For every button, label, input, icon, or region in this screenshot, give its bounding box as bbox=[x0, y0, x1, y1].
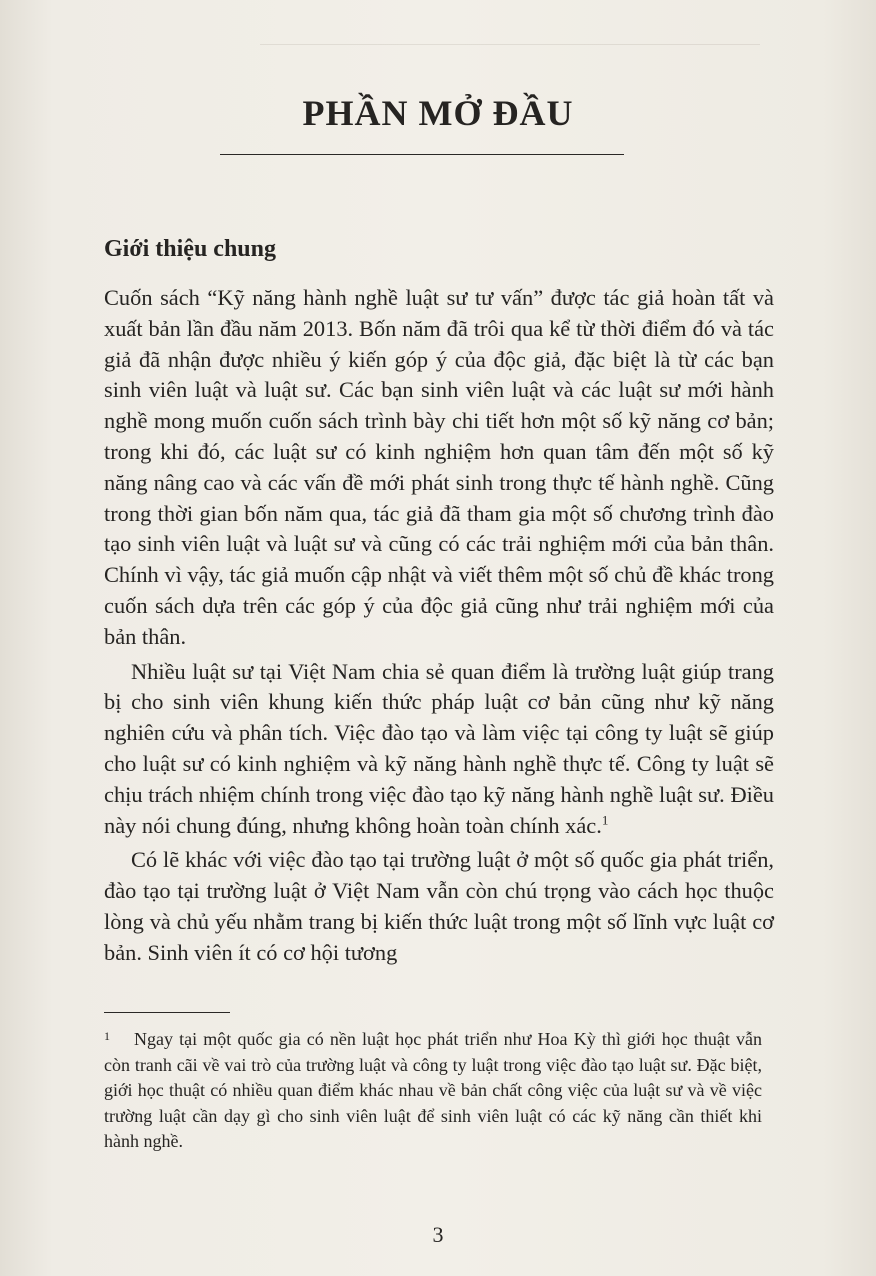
footnote-separator bbox=[104, 1012, 230, 1013]
paragraph-2 bbox=[104, 657, 774, 842]
running-header-bleed bbox=[260, 30, 760, 45]
section-heading: Giới thiệu chung bbox=[104, 236, 276, 262]
footnote-text: Ngay tại một quốc gia có nền luật học phát triển như Hoa Kỳ thì giới học thuật vẫn còn tranh cãi về vai trò của trường luật và công ty luật trong việc đào tạo luật sư. Đặc biệt, giới học thuật có nhiều quan điểm khác nhau về bản chất công việc của luật sư và về việc trường luật cần dạy gì cho sinh viên luật để sinh viên luật có các kỹ năng cần thiết khi hành nghề. bbox=[104, 1029, 762, 1151]
footnote-reference[interactable]: 1 bbox=[601, 812, 609, 828]
chapter-title: PHẦN MỞ ĐẦU bbox=[302, 93, 574, 133]
page-number: 3 bbox=[432, 1222, 444, 1247]
paragraph-1: Cuốn sách “Kỹ năng hành nghề luật sư tư vấn” được tác giả hoàn tất và xuất bản lần đầu năm 2013. Bốn năm đã trôi qua kể từ thời điểm đó và tác giả đã nhận được nhiều ý kiến góp ý của độc giả, đặc biệt là từ các bạn sinh viên luật và luật sư. Các bạn sinh viên luật và các luật sư mới hành nghề mong muốn cuốn sách trình bày chi tiết hơn một số kỹ năng cơ bản; trong khi đó, các luật sư có kinh nghiệm hơn quan tâm đến một số kỹ năng nâng cao và các vấn đề mới phát sinh trong thực tế hành nghề. Cũng trong thời gian bốn năm qua, tác giả đã tham gia một số chương trình đào tạo sinh viên luật và luật sư và cũng có các trải nghiệm mới của bản thân. Chính vì vậy, tác giả muốn cập nhật và viết thêm một số chủ đề khác trong cuốn sách dựa trên các góp ý của độc giả cũng như trải nghiệm mới của bản thân. bbox=[104, 285, 774, 649]
paragraph-2-text: Nhiều luật sư tại Việt Nam chia sẻ quan điểm là trường luật giúp trang bị cho sinh viên khung kiến thức pháp luật cơ bản cũng như kỹ năng nghiên cứu và phân tích. Việc đào tạo và làm việc tại công ty luật sẽ giúp cho luật sư có kinh nghiệm và kỹ năng hành nghề thực tế. Công ty luật sẽ chịu trách nhiệm chính trong việc đào tạo kỹ năng hành nghề luật sư. Điều này nói chung đúng, nhưng không hoàn toàn chính xác. bbox=[104, 658, 774, 838]
footnote bbox=[104, 1024, 762, 1155]
body-text bbox=[104, 283, 774, 969]
footnote-number: 1 bbox=[104, 1029, 110, 1043]
paragraph-3: Có lẽ khác với việc đào tạo tại trường luật ở một số quốc gia phát triển, đào tạo tại trường luật ở Việt Nam vẫn còn chú trọng vào cách học thuộc lòng và chủ yếu nhằm trang bị kiến thức luật trong một số lĩnh vực luật cơ bản. Sinh viên ít có cơ hội tương bbox=[104, 847, 774, 965]
title-underline bbox=[220, 154, 624, 155]
